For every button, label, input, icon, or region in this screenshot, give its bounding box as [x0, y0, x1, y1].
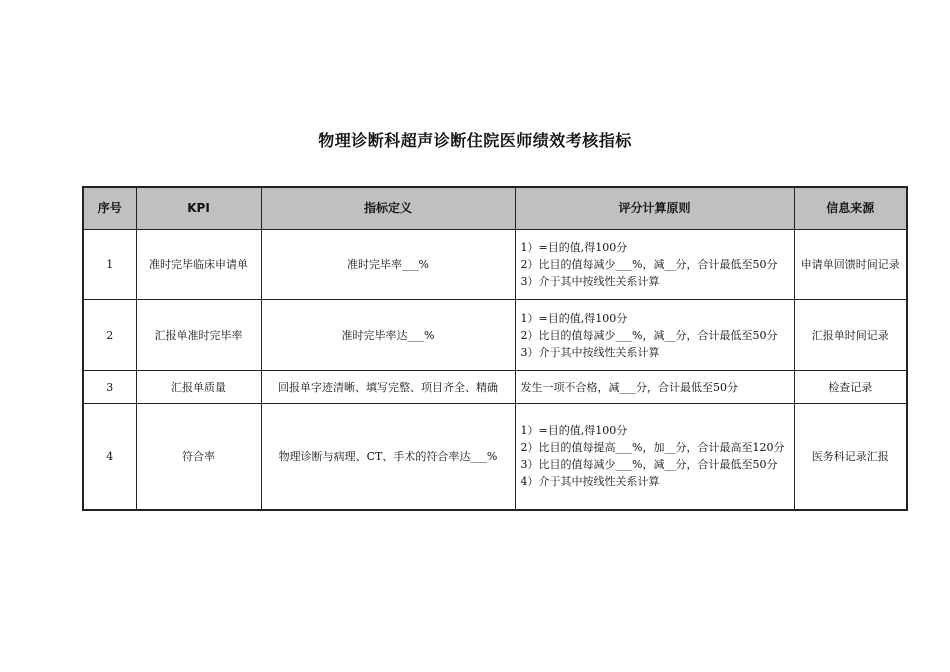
table-row: [83, 300, 907, 371]
scoring-line: 2）比目的值每减少___%，减__分，合计最低至50分: [520, 328, 778, 342]
cell-scoring-rules: [515, 404, 794, 510]
scoring-line: 2）比目的值每减少___%，减__分，合计最低至50分: [520, 258, 778, 271]
scoring-line: 3）比目的值每减少___%，减__分，合计最低至50分: [520, 458, 778, 472]
scoring-line: 1）=目的值,得100分: [520, 424, 628, 438]
cell-definition: 回报单字迹清晰、填写完整、项目齐全、精确: [261, 371, 515, 404]
cell-scoring-rules: [515, 371, 794, 404]
cell-kpi: 符合率: [136, 404, 261, 510]
cell-kpi: 汇报单质量: [136, 371, 261, 404]
table-row: [83, 230, 907, 300]
header-info-source: 信息来源: [794, 187, 907, 230]
cell-scoring-rules: [515, 230, 794, 300]
scoring-line: 1）=目的值,得100分: [520, 241, 628, 254]
cell-definition: 准时完毕率达___%: [261, 300, 515, 371]
cell-serial-number: 3: [83, 371, 136, 404]
table-row: [83, 404, 907, 510]
scoring-line: 2）比目的值每提高___%，加__分，合计最高至120分: [520, 441, 785, 455]
cell-serial-number: 2: [83, 300, 136, 371]
header-scoring-rules: 评分计算原则: [515, 187, 794, 230]
document-title: 物理诊断科超声诊断住院医师绩效考核指标: [318, 131, 632, 150]
cell-scoring-rules: [515, 300, 794, 371]
cell-info-source: 医务科记录汇报: [794, 404, 907, 510]
cell-info-source: 申请单回馈时间记录: [794, 230, 907, 300]
header-definition: 指标定义: [261, 187, 515, 230]
cell-serial-number: 4: [83, 404, 136, 510]
header-serial-number: 序号: [83, 187, 136, 230]
header-kpi: KPI: [136, 187, 261, 230]
kpi-table: [82, 186, 908, 511]
table-header-row: [83, 187, 907, 230]
cell-info-source: 检查记录: [794, 371, 907, 404]
scoring-line: 发生一项不合格，减___分，合计最低至50分: [520, 380, 738, 394]
scoring-line: 3）介于其中按线性关系计算: [520, 345, 660, 359]
cell-info-source: 汇报单时间记录: [794, 300, 907, 371]
cell-kpi: 汇报单准时完毕率: [136, 300, 261, 371]
scoring-line: 4）介于其中按线性关系计算: [520, 475, 660, 489]
cell-definition: 准时完毕率___%: [261, 230, 515, 300]
cell-kpi: 准时完毕临床申请单: [136, 230, 261, 300]
table-row: [83, 371, 907, 404]
cell-definition: 物理诊断与病理、CT、手术的符合率达___%: [261, 404, 515, 510]
cell-serial-number: 1: [83, 230, 136, 300]
scoring-line: 3）介于其中按线性关系计算: [520, 275, 660, 288]
scoring-line: 1）=目的值,得100分: [520, 311, 628, 325]
